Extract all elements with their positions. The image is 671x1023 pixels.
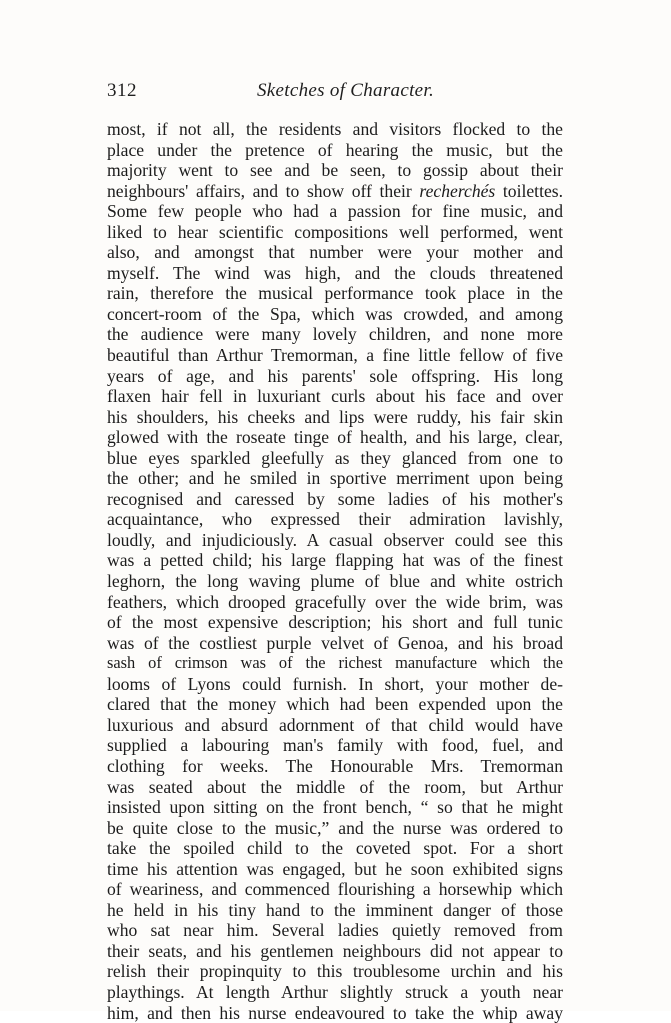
text-line: their seats, and his gentlemen neighbours did not appear to (107, 940, 563, 961)
text-line: clared that the money which had been expended upon the (107, 694, 563, 715)
text-line: insisted upon sitting on the front bench, “ so that he might (107, 797, 563, 818)
text-line: was a petted child; his large flapping hat was of the finest (107, 550, 563, 571)
text-line: was seated about the middle of the room, but Arthur (107, 776, 563, 797)
text-line: leghorn, the long waving plume of blue and white ostrich (107, 571, 563, 592)
text-line: loudly, and injudiciously. A casual observer could see this (107, 529, 563, 550)
text-line: who sat near him. Several ladies quietly removed from (107, 920, 563, 941)
text-line: rain, therefore the musical performance took place in the (107, 283, 563, 304)
text-line: neighbours' affairs, and to show off their recherchés toilettes. (107, 180, 564, 201)
text-line: luxurious and absurd adornment of that child would have (107, 714, 563, 735)
text-line: the other; and he smiled in sportive merriment upon being (107, 468, 563, 489)
text-line: Some few people who had a passion for fine music, and (107, 201, 563, 222)
running-head (107, 80, 563, 108)
text-line: was of the costliest purple velvet of Genoa, and his broad (107, 632, 563, 653)
text-line: glowed with the roseate tinge of health, and his large, clear, (107, 427, 563, 448)
text-line: beautiful than Arthur Tremorman, a fine little fellow of five (107, 345, 563, 366)
text-line: sash of crimson was of the richest manufacture which the (107, 653, 563, 673)
text-line: supplied a labouring man's family with food, fuel, and (107, 735, 563, 756)
text-line: playthings. At length Arthur slightly struck a youth near (107, 981, 563, 1002)
text-line: liked to hear scientific compositions well performed, went (107, 221, 563, 242)
page-number: 312 (107, 80, 137, 101)
italic-word: recherchés (419, 180, 496, 201)
text-line: his shoulders, his cheeks and lips were ruddy, his fair skin (107, 406, 563, 427)
text-line: place under the pretence of hearing the music, but the (107, 139, 563, 160)
text-line: flaxen hair fell in luxuriant curls about his face and over (107, 386, 563, 407)
text-line: feathers, which drooped gracefully over the wide brim, was (107, 591, 563, 612)
text-line: time his attention was engaged, but he soon exhibited signs (107, 858, 563, 879)
text-line: be quite close to the music,” and the nurse was ordered to (107, 817, 563, 838)
text-line: blue eyes sparkled gleefully as they glanced from one to (107, 447, 563, 468)
text-line: concert-room of the Spa, which was crowded, and among (107, 303, 563, 324)
text-line: the audience were many lovely children, and none more (107, 324, 563, 345)
text-line: acquaintance, who expressed their admiration lavishly, (107, 509, 563, 530)
text-line: most, if not all, the residents and visitors flocked to the (107, 119, 563, 139)
text-line: years of age, and his parents' sole offspring. His long (107, 365, 563, 386)
text-line: of weariness, and commenced flourishing a horsewhip which (107, 879, 563, 900)
text-line: he held in his tiny hand to the imminent danger of those (107, 899, 563, 920)
running-title: Sketches of Character. (257, 80, 435, 101)
text-line: myself. The wind was high, and the clouds threatened (107, 262, 563, 283)
body-text (107, 119, 563, 1023)
text-line: of the most expensive description; his short and full tunic (107, 612, 563, 633)
text-line: clothing for weeks. The Honourable Mrs. Tremorman (107, 755, 563, 776)
text-line: recognised and caressed by some ladies of his mother's (107, 488, 563, 509)
text-line: him, and then his nurse endeavoured to take the whip away (107, 1002, 563, 1023)
text-line: also, and amongst that number were your mother and (107, 242, 563, 263)
text-line: take the spoiled child to the coveted spot. For a short (107, 838, 563, 859)
text-line: looms of Lyons could furnish. In short, your mother de- (107, 673, 563, 694)
text-line: majority went to see and be seen, to gossip about their (107, 160, 563, 181)
text-line: relish their propinquity to this troublesome urchin and his (107, 961, 563, 982)
